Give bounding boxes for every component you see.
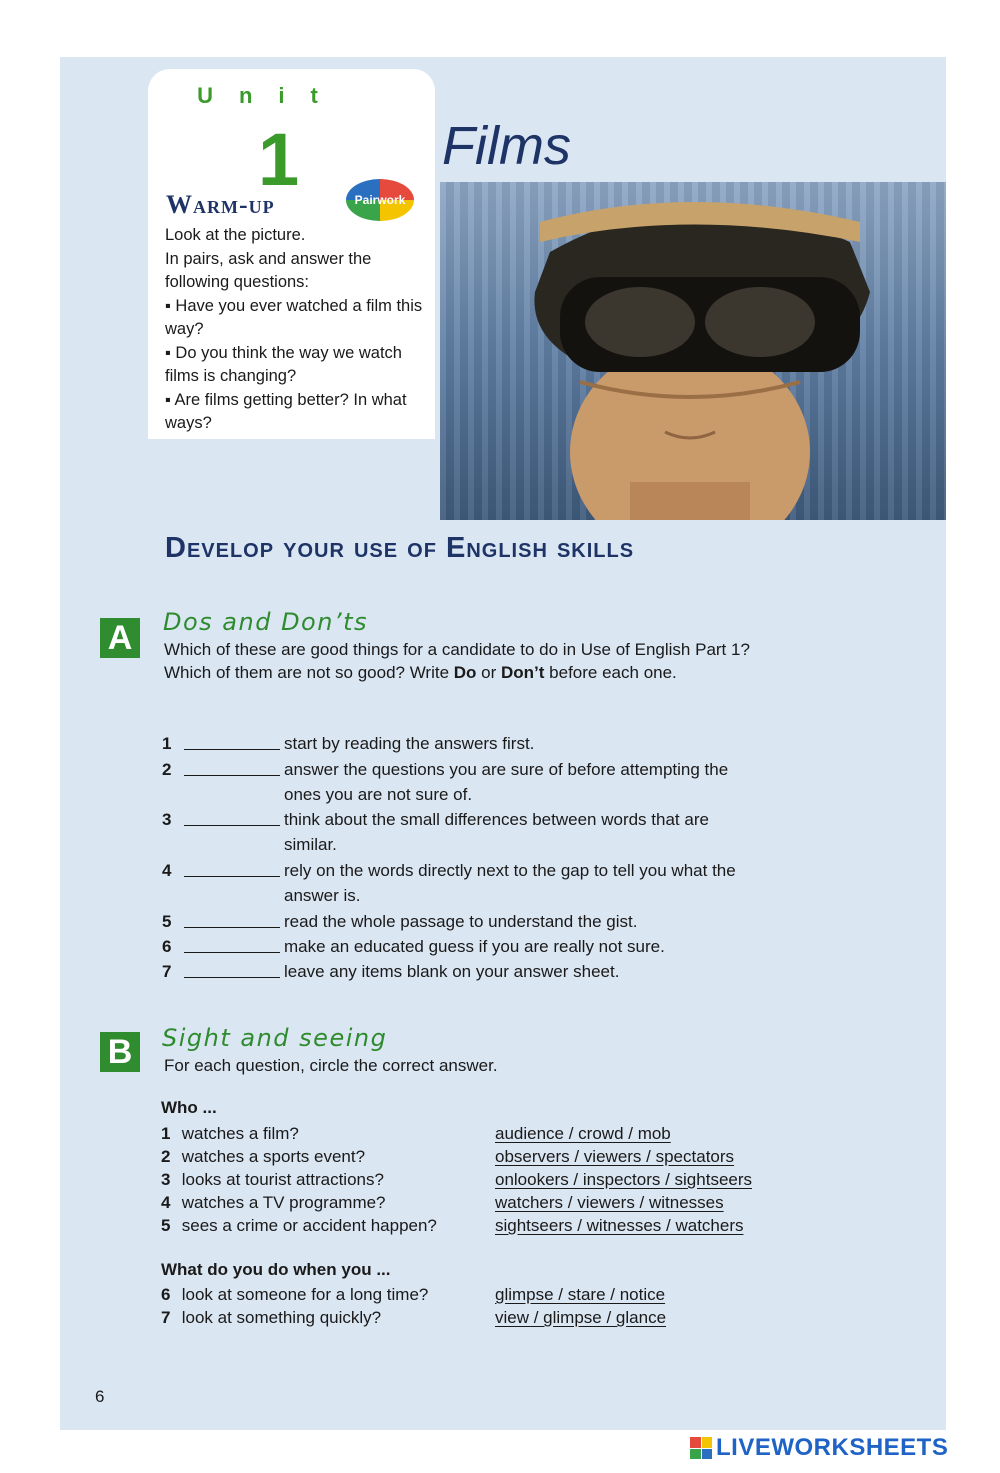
- worksheet-page: [60, 57, 946, 1430]
- question-row: 4 watches a TV programme? watchers / viewers / witnesses: [161, 1193, 724, 1212]
- list-item: 5 read the whole passage to understand the gist.: [162, 912, 638, 931]
- warmup-text: [165, 224, 430, 436]
- answer-options[interactable]: glimpse / stare / notice: [495, 1285, 666, 1304]
- develop-heading: Develop your use of English skills: [165, 532, 635, 564]
- list-item: 6 make an educated guess if you are really not sure.: [162, 937, 665, 956]
- question-row: 2 watches a sports event? observers / viewers / spectators: [161, 1147, 735, 1166]
- question-row: 3 looks at tourist attractions? onlookers / inspectors / sightseers: [161, 1170, 753, 1189]
- question-row: 5 sees a crime or accident happen? sightseers / witnesses / watchers: [161, 1216, 744, 1235]
- answer-options[interactable]: sightseers / witnesses / watchers: [495, 1216, 744, 1235]
- logo-icon: [690, 1437, 712, 1459]
- answer-options[interactable]: observers / viewers / spectators: [495, 1147, 735, 1166]
- section-a-title: Dos and Don’ts: [163, 608, 368, 636]
- section-a-badge: A: [100, 618, 140, 658]
- who-label: Who ...: [161, 1098, 217, 1117]
- answer-blank[interactable]: [184, 952, 280, 953]
- list-item: 4 rely on the words directly next to the gap to tell you what the answer is.: [162, 861, 736, 905]
- page-title: Films: [442, 116, 571, 176]
- warmup-question: ▪ Are films getting better? In what ways?: [165, 390, 407, 432]
- answer-blank[interactable]: [184, 977, 280, 978]
- answer-blank[interactable]: [184, 775, 280, 776]
- pairwork-badge: Pairwork: [346, 179, 414, 221]
- unit-number: 1: [258, 118, 300, 201]
- answer-options[interactable]: view / glimpse / glance: [495, 1308, 667, 1327]
- vr-headset-photo: [440, 182, 946, 520]
- answer-blank[interactable]: [184, 927, 280, 928]
- liveworksheets-logo: [690, 1433, 948, 1463]
- warmup-question: ▪ Have you ever watched a film this way?: [165, 296, 423, 338]
- answer-blank[interactable]: [184, 749, 280, 750]
- list-item: 2 answer the questions you are sure of before attempting the ones you are not sure of.: [162, 760, 729, 804]
- unit-label: Unit: [197, 83, 344, 108]
- page-number: 6: [95, 1387, 105, 1406]
- question-row: 7 look at something quickly? view / glimpse / glance: [161, 1308, 667, 1327]
- section-b-instruction: For each question, circle the correct answer.: [164, 1056, 498, 1075]
- section-a-instruction: Which of these are good things for a candidate to do in Use of English Part 1? Which of them are not so good? Write Do or Don’t before each one.: [164, 640, 750, 682]
- list-item: 1 start by reading the answers first.: [162, 734, 535, 753]
- what-label: What do you do when you ...: [161, 1260, 391, 1279]
- question-row: 1 watches a film? audience / crowd / mob: [161, 1124, 671, 1143]
- list-item: 3 think about the small differences between words that are similar.: [162, 810, 709, 854]
- answer-options[interactable]: watchers / viewers / witnesses: [495, 1193, 724, 1212]
- answer-blank[interactable]: [184, 876, 280, 877]
- section-b-badge: B: [100, 1032, 140, 1072]
- warmup-heading: Warm-up: [166, 190, 275, 219]
- logo-text: LIVEWORKSHEETS: [716, 1434, 949, 1461]
- warmup-line: In pairs, ask and answer the following questions:: [165, 249, 372, 291]
- answer-options[interactable]: audience / crowd / mob: [495, 1124, 671, 1143]
- question-row: 6 look at someone for a long time? glimpse / stare / notice: [161, 1285, 666, 1304]
- section-b-title: Sight and seeing: [162, 1024, 388, 1052]
- list-item: 7 leave any items blank on your answer sheet.: [162, 962, 620, 981]
- warmup-line: Look at the picture.: [165, 226, 306, 244]
- warmup-question: ▪ Do you think the way we watch films is changing?: [165, 343, 402, 385]
- answer-options[interactable]: onlookers / inspectors / sightseers: [495, 1170, 753, 1189]
- answer-blank[interactable]: [184, 825, 280, 826]
